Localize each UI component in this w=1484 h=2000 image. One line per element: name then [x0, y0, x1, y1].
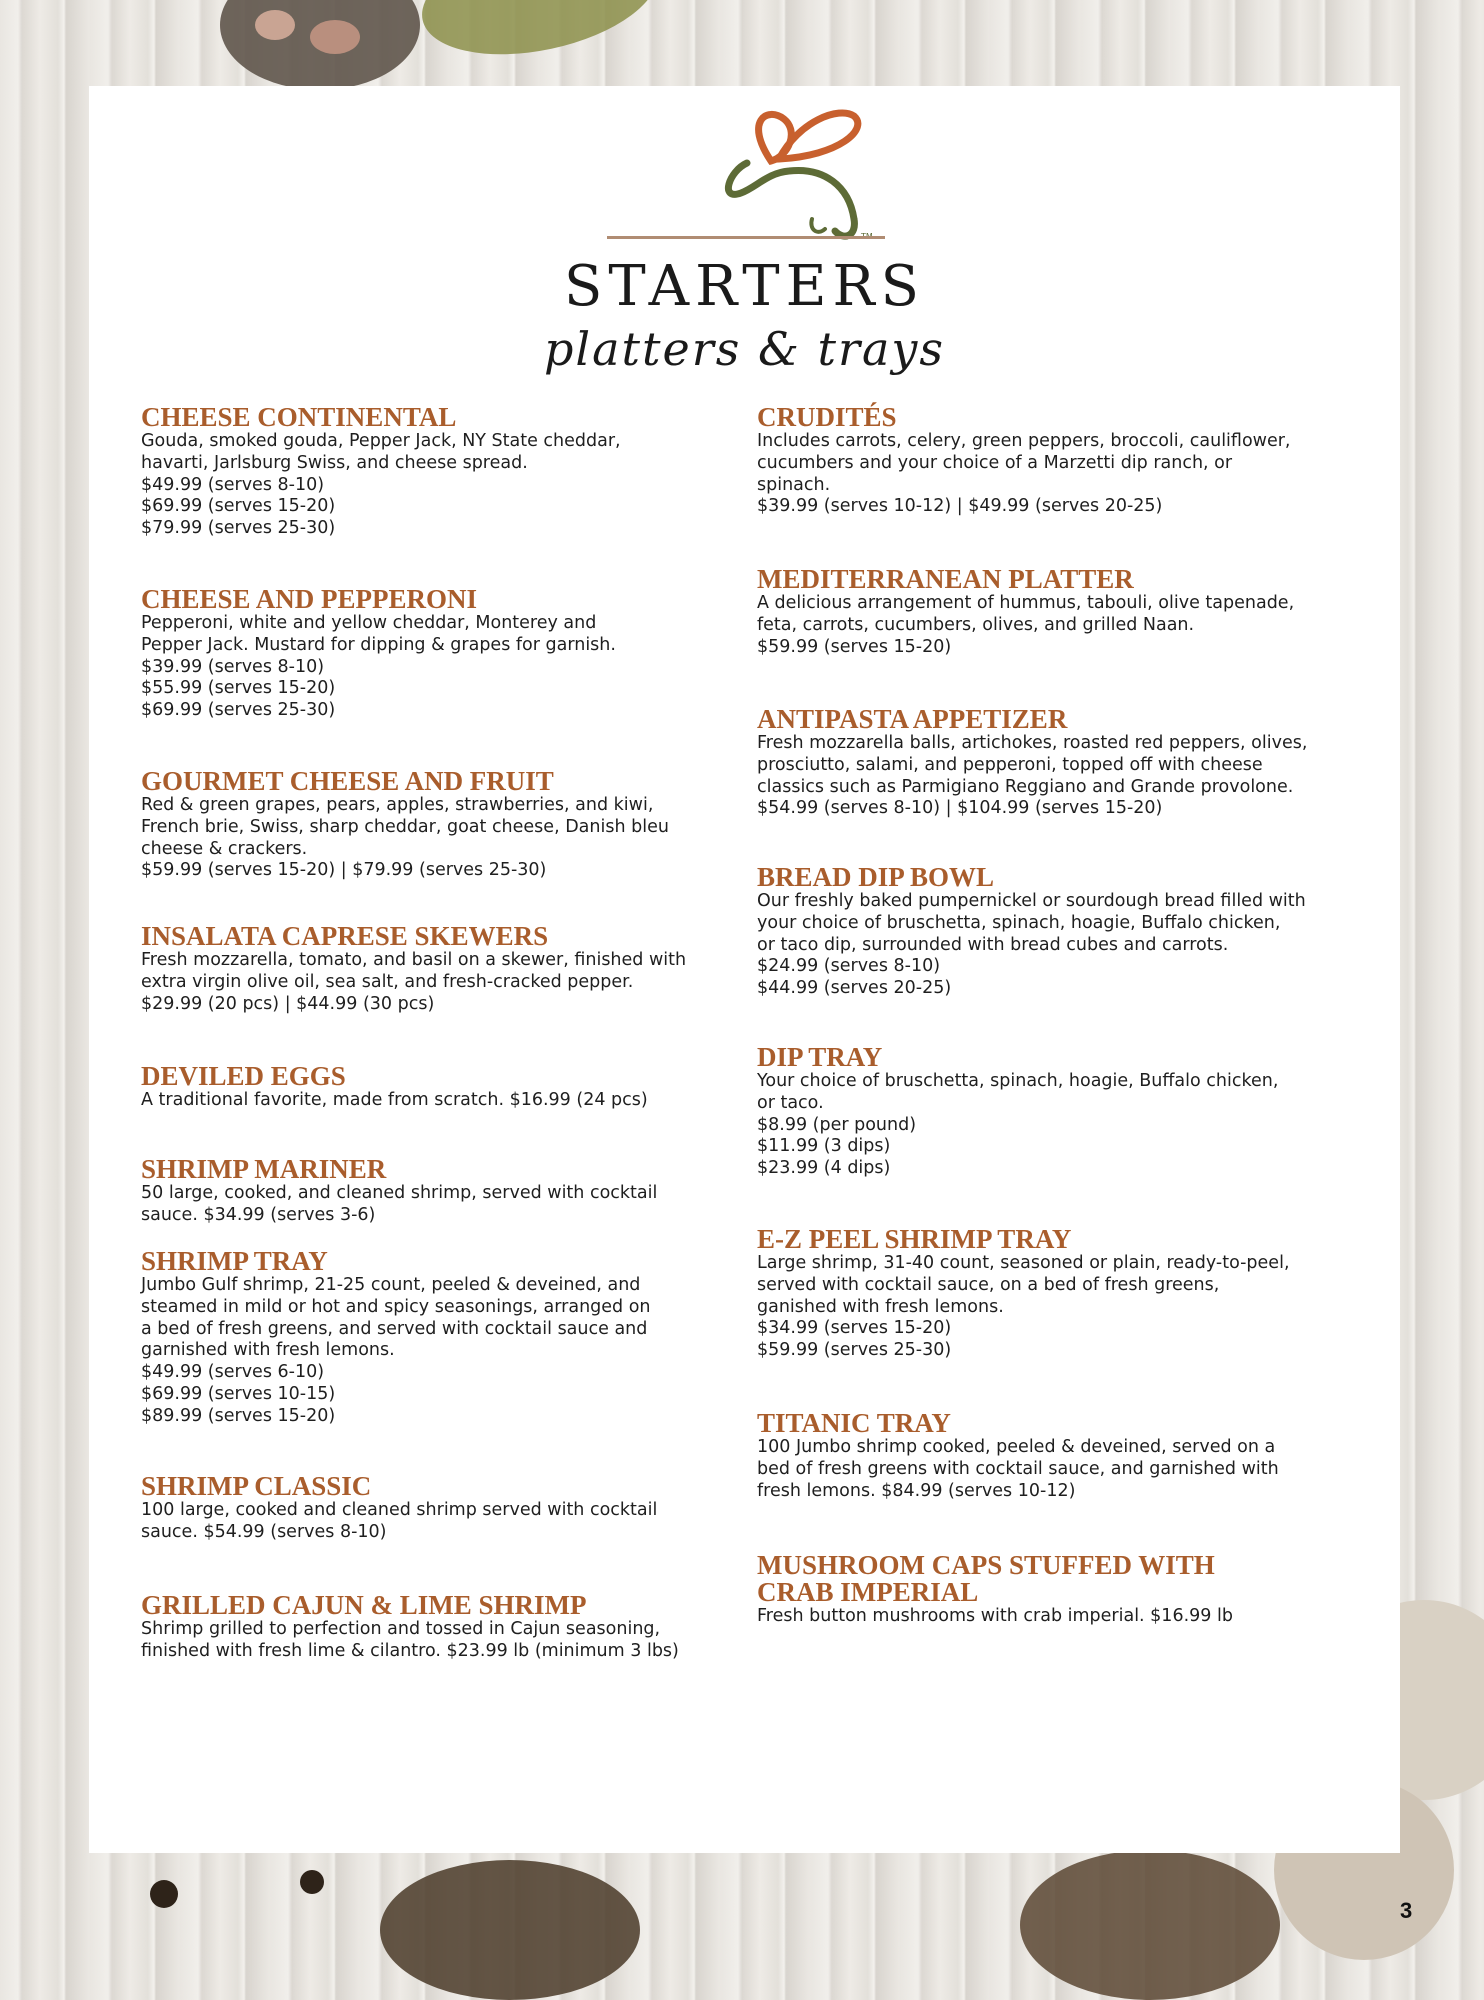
- menu-item-description: A traditional favorite, made from scratch. $16.99 (24 pcs): [141, 1090, 648, 1110]
- menu-item-name: MEDITERRANEAN PLATTER: [757, 564, 1134, 594]
- bay-leaf-decoration: [411, 0, 669, 74]
- rabbit-swirl-logo-icon: [649, 101, 909, 251]
- menu-item: [141, 1156, 731, 1227]
- menu-item-name: SHRIMP MARINER: [141, 1154, 387, 1184]
- menu-item-description: Our freshly baked pumpernickel or sourdough bread filled with your choice of bruschetta, spinach, hoagie, Buffalo chicken, or taco dip, surrounded with bread cubes and carrots. $24.99 (serves 8-10) $44.99 (serves 20-25): [757, 891, 1306, 999]
- menu-item: [757, 404, 1347, 518]
- page-title: STARTERS: [563, 254, 926, 319]
- menu-item-description: 100 Jumbo shrimp cooked, peeled & deveined, served on a bed of fresh greens with cocktail sauce, and garnished with fresh lemons. $84.99 (serves 10-12): [757, 1437, 1279, 1501]
- menu-item-name: E-Z PEEL SHRIMP TRAY: [757, 1224, 1072, 1254]
- menu-item: [757, 1226, 1347, 1362]
- menu-item-name: INSALATA CAPRESE SKEWERS: [141, 921, 549, 951]
- menu-item-description: Jumbo Gulf shrimp, 21-25 count, peeled & deveined, and steamed in mild or hot and spicy seasonings, arranged on a bed of fresh greens, and served with cocktail sauce and garnished with fresh lemons. $49.99 (serves 6-10) $69.99 (serves 10-15) $89.99 (serves 15-20): [141, 1275, 651, 1426]
- salt-decoration: [310, 20, 360, 54]
- menu-item-name: GOURMET CHEESE AND FRUIT: [141, 766, 554, 796]
- menu-item: [757, 706, 1347, 820]
- menu-item: [141, 404, 731, 540]
- menu-item-name: CHEESE CONTINENTAL: [141, 402, 457, 432]
- peppercorn-decoration: [150, 1880, 178, 1908]
- page-subtitle: platters & trays: [543, 322, 946, 376]
- menu-item-description: 50 large, cooked, and cleaned shrimp, served with cocktail sauce. $34.99 (serves 3-6): [141, 1183, 658, 1225]
- menu-item-description: Fresh button mushrooms with crab imperial. $16.99 lb: [757, 1606, 1233, 1626]
- menu-item: [757, 1552, 1347, 1628]
- menu-item-description: 100 large, cooked and cleaned shrimp served with cocktail sauce. $54.99 (serves 8-10): [141, 1500, 658, 1542]
- menu-item-name: DIP TRAY: [757, 1042, 883, 1072]
- menu-item-description: Gouda, smoked gouda, Pepper Jack, NY State cheddar, havarti, Jarlsburg Swiss, and cheese spread. $49.99 (serves 8-10) $69.99 (serves 15-20) $79.99 (serves 25-30): [141, 431, 621, 539]
- menu-item-name: CRUDITÉS: [757, 402, 897, 432]
- page-number: 3: [1400, 1898, 1413, 1923]
- menu-item: [141, 1473, 731, 1544]
- menu-item-name: GRILLED CAJUN & LIME SHRIMP: [141, 1590, 587, 1620]
- menu-item: [141, 768, 731, 882]
- menu-item: [757, 566, 1347, 658]
- spice-decoration: [380, 1860, 640, 2000]
- menu-item-description: Includes carrots, celery, green peppers, broccoli, cauliflower, cucumbers and your choice of a Marzetti dip ranch, or spinach. $39.99 (serves 10-12) | $49.99 (serves 20-25): [757, 431, 1291, 517]
- menu-item: [141, 923, 731, 1015]
- menu-item-name: SHRIMP TRAY: [141, 1246, 328, 1276]
- menu-item-description: A delicious arrangement of hummus, tabouli, olive tapenade, feta, carrots, cucumbers, olives, and grilled Naan. $59.99 (serves 15-20): [757, 593, 1295, 657]
- menu-item-description: Pepperoni, white and yellow cheddar, Monterey and Pepper Jack. Mustard for dipping & grapes for garnish. $39.99 (serves 8-10) $55.99 (serves 15-20) $69.99 (serves 25-30): [141, 613, 616, 721]
- menu-item: [757, 1410, 1347, 1502]
- logo-divider: [607, 236, 885, 239]
- menu-item-description: Large shrimp, 31-40 count, seasoned or plain, ready-to-peel, served with cocktail sauce, on a bed of fresh greens, ganished with fresh lemons. $34.99 (serves 15-20) $59.99 (serves 25-30): [757, 1253, 1290, 1361]
- spice-decoration: [1020, 1850, 1280, 2000]
- menu-item: [141, 586, 731, 722]
- menu-page: [89, 86, 1400, 1853]
- menu-item-description: Fresh mozzarella, tomato, and basil on a skewer, finished with extra virgin olive oil, sea salt, and fresh-cracked pepper. $29.99 (20 pcs) | $44.99 (30 pcs): [141, 950, 687, 1014]
- menu-item-name: ANTIPASTA APPETIZER: [757, 704, 1068, 734]
- menu-item: [141, 1248, 731, 1428]
- menu-item-description: Shrimp grilled to perfection and tossed in Cajun seasoning, finished with fresh lime & cilantro. $23.99 lb (minimum 3 lbs): [141, 1619, 679, 1661]
- menu-item: [141, 1063, 731, 1112]
- menu-item-description: Fresh mozzarella balls, artichokes, roasted red peppers, olives, prosciutto, salami, and pepperoni, topped off with cheese classics such as Parmigiano Reggiano and Grande provolone. $54.99 (serves 8-10) | $104.99 (serves 15-20): [757, 733, 1308, 819]
- menu-item-name: MUSHROOM CAPS STUFFED WITH CRAB IMPERIAL: [757, 1550, 1215, 1607]
- menu-item: [757, 1044, 1347, 1180]
- menu-item-name: SHRIMP CLASSIC: [141, 1471, 372, 1501]
- menu-item: [141, 1592, 731, 1663]
- peppercorn-decoration: [300, 1870, 324, 1894]
- menu-item-name: CHEESE AND PEPPERONI: [141, 584, 478, 614]
- salt-decoration: [255, 10, 295, 40]
- menu-item-name: TITANIC TRAY: [757, 1408, 951, 1438]
- menu-item: [757, 864, 1347, 1000]
- menu-item-description: Red & green grapes, pears, apples, strawberries, and kiwi, French brie, Swiss, sharp cheddar, goat cheese, Danish bleu cheese & crackers. $59.99 (serves 15-20) | $79.99 (serves 25-30): [141, 795, 669, 881]
- menu-item-name: DEVILED EGGS: [141, 1061, 346, 1091]
- menu-item-description: Your choice of bruschetta, spinach, hoagie, Buffalo chicken, or taco. $8.99 (per pound) $11.99 (3 dips) $23.99 (4 dips): [757, 1071, 1279, 1179]
- menu-item-name: BREAD DIP BOWL: [757, 862, 995, 892]
